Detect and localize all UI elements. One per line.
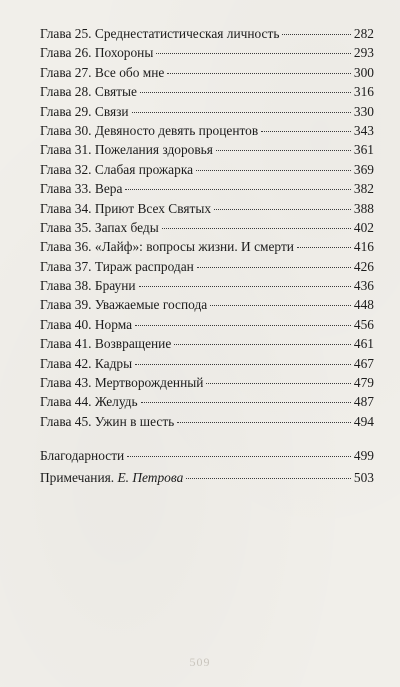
dot-leader (127, 456, 351, 457)
notes-author: Е. Петрова (117, 470, 184, 486)
page-number: 467 (353, 355, 374, 371)
table-of-contents (40, 24, 374, 489)
chapter-title: Глава 43. Мертворожденный (40, 375, 204, 391)
toc-entry-chapter-32[interactable] (40, 160, 374, 179)
chapter-title: Глава 28. Святые (40, 84, 137, 100)
page-number: 503 (353, 470, 374, 486)
dot-leader (140, 92, 351, 93)
dot-leader (174, 344, 351, 345)
page-number: 448 (353, 297, 374, 313)
notes-title (40, 467, 183, 489)
toc-entry-chapter-33[interactable] (40, 179, 374, 198)
toc-entry-chapter-40[interactable] (40, 315, 374, 334)
toc-entry-notes[interactable] (40, 467, 374, 489)
page-number: 499 (353, 448, 374, 464)
toc-entry-chapter-45[interactable] (40, 412, 374, 431)
page-number: 361 (353, 142, 374, 158)
dot-leader (167, 73, 351, 74)
toc-entry-chapter-29[interactable] (40, 102, 374, 121)
toc-entry-chapter-27[interactable] (40, 63, 374, 82)
dot-leader (206, 383, 350, 384)
page-number: 382 (353, 181, 374, 197)
page-number: 487 (353, 394, 374, 410)
toc-entry-chapter-25[interactable] (40, 24, 374, 43)
page-number: 330 (353, 103, 374, 119)
chapter-title: Глава 40. Норма (40, 316, 133, 332)
chapter-title: Глава 35. Запах беды (40, 219, 159, 235)
dot-leader (135, 364, 351, 365)
toc-entry-chapter-30[interactable] (40, 121, 374, 140)
page-number: 388 (353, 200, 374, 216)
toc-entry-chapter-43[interactable] (40, 373, 374, 392)
chapter-title: Глава 30. Девяносто девять процентов (40, 122, 259, 138)
chapter-title: Глава 44. Желудь (40, 394, 138, 410)
toc-entry-chapter-38[interactable] (40, 276, 374, 295)
chapter-title: Глава 25. Среднестатистическая личность (40, 26, 280, 41)
dot-leader (282, 34, 350, 35)
chapter-title: Глава 33. Вера (40, 181, 123, 197)
section-spacer (40, 431, 374, 445)
dot-leader (214, 209, 351, 210)
page-number: 456 (353, 316, 374, 332)
page-number: 343 (353, 122, 374, 138)
page-number: 461 (353, 336, 374, 352)
dot-leader (216, 150, 351, 151)
chapter-title: Глава 34. Приют Всех Святых (40, 200, 212, 216)
page-number: 369 (353, 161, 374, 177)
toc-entry-chapter-37[interactable] (40, 257, 374, 276)
page-number: 300 (353, 64, 374, 80)
dot-leader (162, 228, 351, 229)
chapter-title: Глава 41. Возвращение (40, 336, 172, 352)
chapter-title: Глава 39. Уважаемые господа (40, 297, 208, 313)
page-number: 293 (353, 45, 374, 61)
page-number: 282 (353, 26, 374, 41)
dot-leader (135, 325, 351, 326)
toc-entry-chapter-26[interactable] (40, 43, 374, 62)
page-number: 479 (353, 375, 374, 391)
toc-entry-chapter-39[interactable] (40, 295, 374, 314)
dot-leader (156, 53, 351, 54)
chapter-title: Глава 26. Похороны (40, 45, 154, 61)
page-number: 436 (353, 278, 374, 294)
chapter-title: Глава 29. Связи (40, 103, 129, 119)
chapter-title: Глава 37. Тираж распродан (40, 258, 194, 274)
toc-entry-acknowledgments[interactable] (40, 445, 374, 467)
dot-leader (297, 247, 351, 248)
chapter-title: Глава 36. «Лайф»: вопросы жизни. И смерти (40, 239, 294, 255)
toc-entry-chapter-34[interactable] (40, 199, 374, 218)
toc-entry-chapter-35[interactable] (40, 218, 374, 237)
dot-leader (186, 478, 351, 479)
chapter-title: Глава 42. Кадры (40, 355, 133, 371)
acknowledgments-title: Благодарности (40, 448, 125, 464)
chapter-title: Глава 45. Ужин в шесть (40, 413, 175, 429)
page-number: 426 (353, 258, 374, 274)
toc-entry-chapter-42[interactable] (40, 354, 374, 373)
dot-leader (261, 131, 351, 132)
dot-leader (177, 422, 351, 423)
notes-label: Примечания. (40, 470, 115, 486)
chapter-title: Глава 27. Все обо мне (40, 64, 165, 80)
toc-entry-chapter-28[interactable] (40, 82, 374, 101)
toc-entry-chapter-31[interactable] (40, 140, 374, 159)
page-number: 402 (353, 219, 374, 235)
page-number: 494 (353, 413, 374, 429)
dot-leader (141, 402, 351, 403)
chapter-title: Глава 32. Слабая прожарка (40, 161, 194, 177)
dot-leader (139, 286, 351, 287)
dot-leader (125, 189, 351, 190)
toc-entry-chapter-36[interactable] (40, 237, 374, 256)
chapter-title: Глава 31. Пожелания здоровья (40, 142, 213, 158)
page-folio: 509 (189, 655, 211, 669)
page-number: 316 (353, 84, 374, 100)
toc-entry-chapter-41[interactable] (40, 334, 374, 353)
dot-leader (210, 305, 351, 306)
page-number: 416 (353, 239, 374, 255)
dot-leader (132, 112, 351, 113)
dot-leader (196, 170, 351, 171)
toc-entry-chapter-44[interactable] (40, 392, 374, 411)
chapter-title: Глава 38. Брауни (40, 278, 136, 294)
dot-leader (197, 267, 351, 268)
